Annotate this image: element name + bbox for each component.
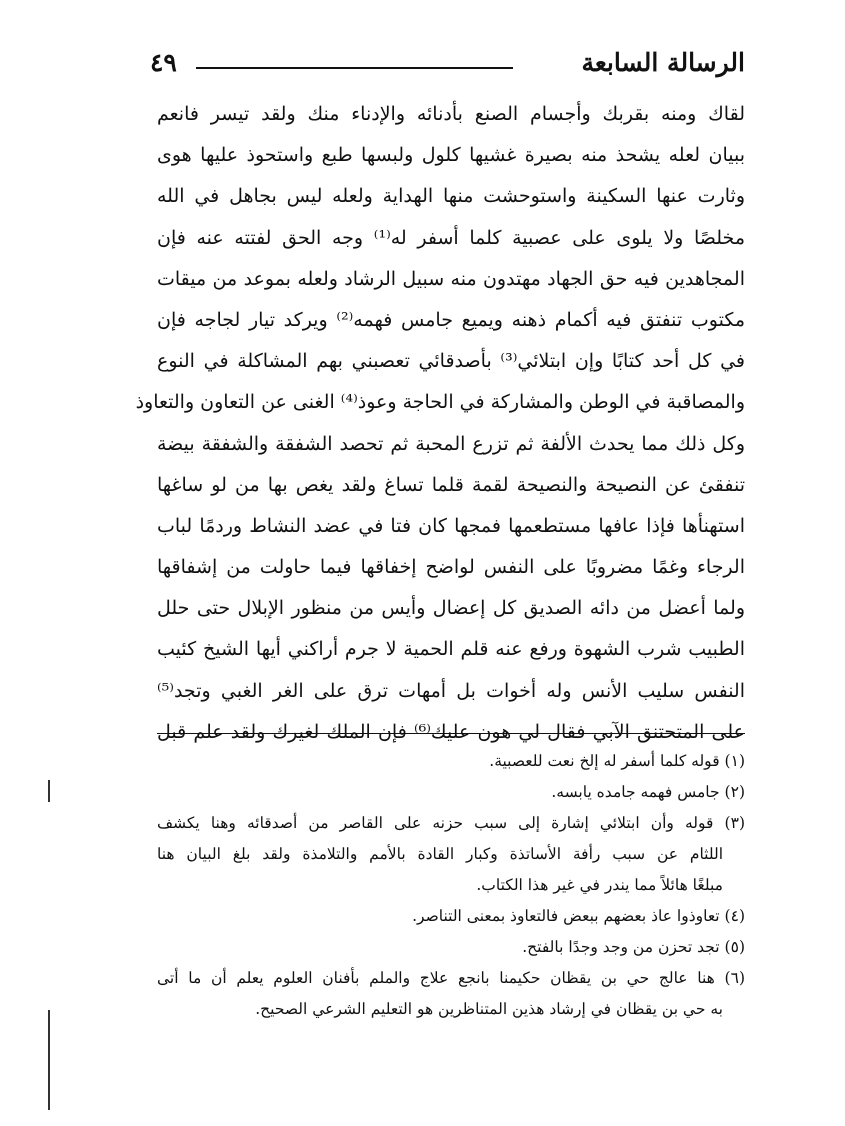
footnote-3-continued: مبلغًا هائلاً مما يندر في غير هذا الكتاب. — [476, 876, 723, 894]
footnote-number: (٦) — [724, 969, 745, 987]
scan-margin-mark — [48, 1010, 50, 1110]
footnote-3 — [157, 808, 745, 839]
header-rule — [196, 67, 513, 69]
page-header — [150, 48, 745, 88]
page-number: ٤٩ — [150, 48, 177, 77]
footnote-5 — [157, 932, 745, 963]
footnote-text: هنا عالج حي بن يقظان حكيمنا بانجع علاج والملم بأفنان العلوم يعلم أن ما أتى — [157, 969, 715, 987]
body-line: النفس سليب الأنس وله أخوات بل أمهات ترق على الغر الغبي وتجد⁽⁵⁾ — [157, 679, 745, 702]
footnote-number: (٤) — [724, 907, 745, 925]
body-line: وثارت عنها السكينة واستوحشت منها الهداية ولعله ليس بجاهل في الله — [157, 185, 745, 208]
footnote-6 — [157, 963, 745, 994]
body-line: ببيان لعله يشحذ منه بصيرة غشيها كلول ولبسها طبع واستحوذ عليها هوى — [157, 144, 745, 167]
scan-margin-mark — [48, 780, 50, 802]
body-line: تنفقئ عن النصيحة والنصيحة لقمة قلما تساغ ولقد يغص بها من لو ساغها — [157, 473, 745, 496]
footnote-number: (٢) — [724, 783, 745, 801]
body-line: استهنأها فإذا عافها مستطعمها فمجها كان فتا في عضد النشاط وردمًا لباب — [157, 514, 745, 537]
footnote-text: تعاوذوا عاذ بعضهم ببعض فالتعاوذ بمعنى التناصر. — [412, 907, 720, 925]
body-line: وكل ذلك مما يحدث الألفة ثم تزرع المحبة ثم تحصد الشفقة والشفقة بيضة — [157, 432, 745, 455]
footnote-separator — [157, 733, 745, 734]
footnote-3-continued: اللثام عن سبب رأفة الأساتذة وكبار القادة بالأمم والتلامذة ولقد بلغ البيان هنا — [157, 845, 723, 863]
footnote-6-continued: به حي بن يقظان في إرشاد هذين المتناظرين هو التعليم الشرعي الصحيح. — [255, 1000, 723, 1018]
body-line: والمصاقبة في الوطن والمشاركة في الحاجة وعوذ⁽⁴⁾ الغنى عن التعاون والتعاوذ — [135, 391, 745, 414]
footnote-number: (١) — [724, 752, 745, 770]
footnote-text: جامس فهمه جامده يابسه. — [551, 783, 720, 801]
footnote-4 — [157, 901, 745, 932]
footnote-text: تجد تحزن من وجد وجدًا بالفتح. — [522, 938, 720, 956]
footnote-1 — [157, 746, 745, 777]
footnote-text: قوله كلما أسفر له إلخ نعت للعصبية. — [489, 752, 720, 770]
main-text — [135, 94, 746, 753]
footnote-2 — [157, 777, 745, 808]
body-line: المجاهدين فيه حق الجهاد مهتدون منه سبيل الرشاد ولعله بموعد من ميقات — [157, 267, 745, 290]
body-line: الطبيب شرب الشهوة ورفع عنه قلم الحمية لا جرم أراكني أيها الشيخ كئيب — [157, 638, 745, 661]
footnotes — [157, 746, 745, 1025]
body-line: مكتوب تنفتق فيه أكمام ذهنه ويميع جامس فهمه⁽²⁾ ويركد تيار لجاجه فإن — [157, 308, 746, 331]
footnote-number: (٣) — [724, 814, 745, 832]
footnote-number: (٥) — [724, 938, 745, 956]
body-line: مخلصًا ولا يلوى على عصبية كلما أسفر له⁽¹⁾ وجه الحق لفتته عنه فإن — [157, 226, 745, 249]
body-line: لقاك ومنه بقربك وأجسام الصنع بأدنائه والإدناء منك ولقد تيسر فانعم — [157, 103, 745, 125]
body-line: الرجاء وغمًا مضروبًا على النفس لواضح إخفاقها فيما حاولت من إشفاقها — [157, 556, 745, 579]
body-line: في كل أحد كتابًا وإن ابتلائي⁽³⁾ بأصدقائي تعصبني بهم المشاكلة في النوع — [157, 350, 745, 373]
footnote-text: قوله وأن ابتلائي إشارة إلى سبب حزنه على القاصر من أصدقائه وهنا يكشف — [157, 814, 714, 832]
body-line: على المتحتنق الآبي فقال لي هون عليك⁽⁶⁾ فإن الملك لغيرك ولقد علم قبل — [157, 720, 745, 743]
running-title: الرسالة السابعة — [581, 48, 745, 77]
body-line: ولما أعضل من دائه الصديق كل إعضال وأيس من منظور الإبلال حتى حلل — [157, 597, 745, 620]
